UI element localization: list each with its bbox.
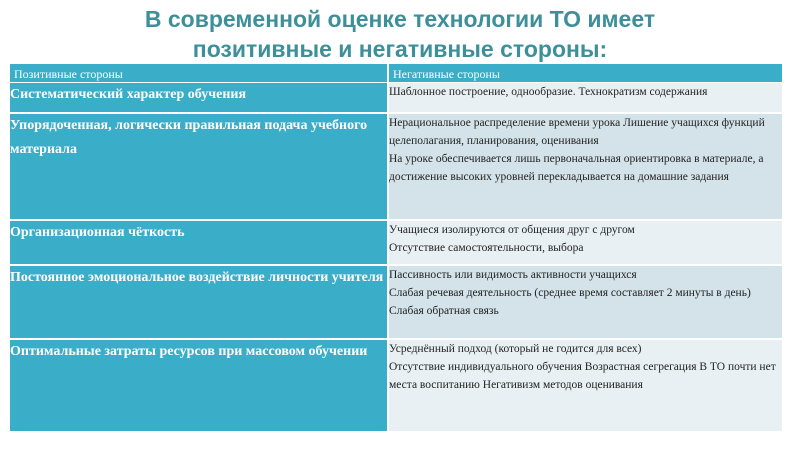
negative-cell bbox=[388, 113, 782, 220]
positive-cell: Постоянное эмоциональное воздействие личности учителя bbox=[10, 265, 388, 339]
negative-item: Пассивность или видимость активности учащихся bbox=[389, 269, 637, 281]
table-row bbox=[10, 265, 782, 339]
negative-item: Слабая речевая деятельность (среднее время составляет 2 минуты в день) Слабая обратная связь bbox=[389, 287, 751, 317]
negative-item: Учащиеся изолируются от общения друг с другом bbox=[389, 224, 635, 236]
header-positive: Позитивные стороны bbox=[10, 64, 388, 83]
negative-cell bbox=[388, 83, 782, 114]
negative-item: Нерациональное распределение времени урока Лишение учащихся функций целеполагания, планирования, оценивания bbox=[389, 117, 765, 147]
table-row bbox=[10, 83, 782, 114]
table-row bbox=[10, 339, 782, 432]
slide-title bbox=[0, 4, 800, 64]
positive-cell: Систематический характер обучения bbox=[10, 83, 388, 114]
negative-cell bbox=[388, 220, 782, 265]
positive-cell: Оптимальные затраты ресурсов при массовом обучении bbox=[10, 339, 388, 432]
negative-cell bbox=[388, 265, 782, 339]
table-row bbox=[10, 220, 782, 265]
table-header-row bbox=[10, 64, 782, 83]
negative-item: На уроке обеспечивается лишь первоначальная ориентировка в материале, а достижение высоких уровней перекладывается на домашние задания bbox=[389, 153, 764, 183]
negative-item: Усреднённый подход (который не годится для всех) bbox=[389, 343, 642, 355]
negative-item: Отсутствие самостоятельности, выбора bbox=[389, 242, 584, 254]
positive-cell: Организационная чёткость bbox=[10, 220, 388, 265]
negative-item: Отсутствие индивидуального обучения Возрастная сегрегация В ТО почти нет места воспитанию Негативизм методов оценивания bbox=[389, 361, 776, 391]
slide-title-line-2: позитивные и негативные стороны: bbox=[192, 36, 608, 62]
table-row bbox=[10, 113, 782, 220]
positive-cell: Упорядоченная, логически правильная подача учебного материала bbox=[10, 113, 388, 220]
negative-cell bbox=[388, 339, 782, 432]
slide-title-line-1: В современной оценке технологии ТО имеет bbox=[144, 6, 656, 32]
header-negative: Негативные стороны bbox=[388, 64, 782, 83]
comparison-table bbox=[10, 64, 782, 433]
negative-item: Шаблонное построение, однообразие. Технократизм содержания bbox=[389, 86, 708, 98]
